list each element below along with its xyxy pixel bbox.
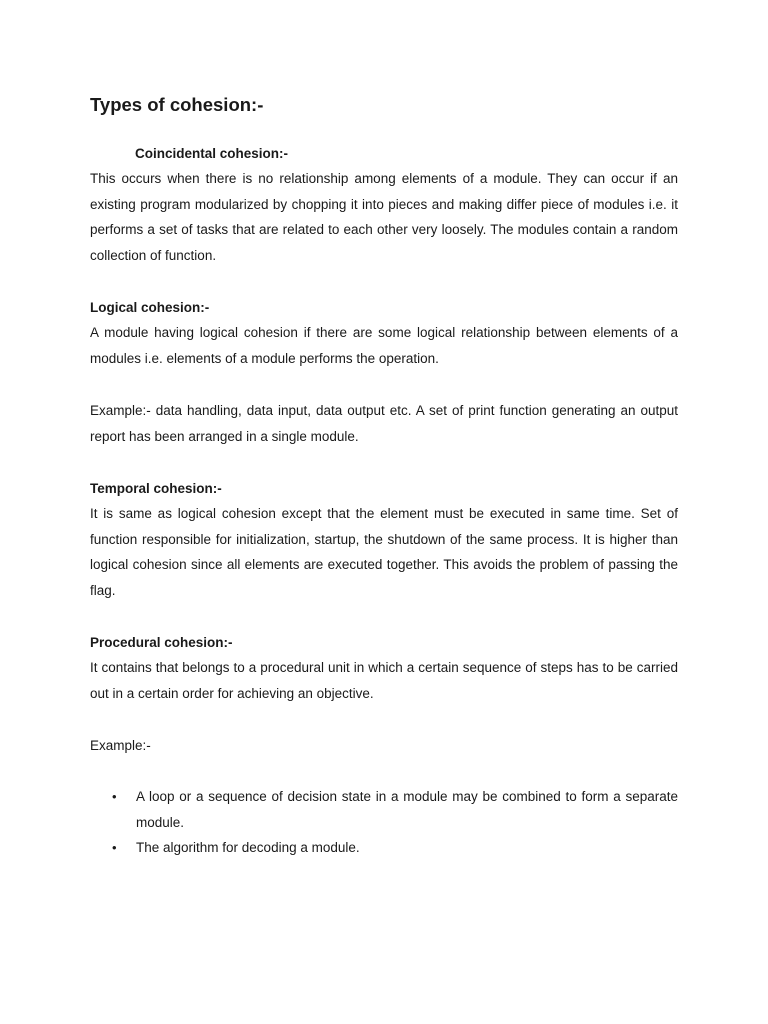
bullet-icon: • xyxy=(112,840,117,856)
paragraph-coincidental-cohesion: This occurs when there is no relationship among elements of a module. They can occur if an existing program modularized by chopping it into pieces and making differ piece of modules i.e. it performs a set of tasks that are related to each other very loosely. The modules contain a random collection of function. xyxy=(90,171,678,264)
paragraph-procedural-cohesion: It contains that belongs to a procedural unit in which a certain sequence of steps has to be carried out in a certain order for achieving an objective. xyxy=(90,660,678,701)
list-item-text: The algorithm for decoding a module. xyxy=(136,840,360,856)
bullet-icon: • xyxy=(112,789,117,804)
list-item xyxy=(90,835,678,861)
paragraph-temporal-cohesion: It is same as logical cohesion except that the element must be executed in same time. Set of function responsible for initialization, startup, the shutdown of the same process. It is higher than logical cohesion since all elements are executed together. This avoids the problem of passing the flag. xyxy=(90,506,678,599)
heading-temporal-cohesion: Temporal cohesion:- xyxy=(90,481,222,496)
heading-procedural-cohesion: Procedural cohesion:- xyxy=(90,635,233,650)
paragraph-procedural-example-label: Example:- xyxy=(90,738,151,753)
page-title: Types of cohesion:- xyxy=(90,94,264,115)
paragraph-logical-cohesion: A module having logical cohesion if there are some logical relationship between elements of a modules i.e. elements of a module performs the operation. xyxy=(90,325,678,366)
paragraph-logical-example: Example:- data handling, data input, data output etc. A set of print function generating an output report has been arranged in a single module. xyxy=(90,403,678,444)
heading-logical-cohesion: Logical cohesion:- xyxy=(90,300,210,315)
list-item-text: A loop or a sequence of decision state in a module may be combined to form a separate module. xyxy=(136,789,678,830)
procedural-example-list xyxy=(90,784,678,861)
heading-coincidental-cohesion: Coincidental cohesion:- xyxy=(135,146,289,161)
list-item xyxy=(90,784,678,835)
